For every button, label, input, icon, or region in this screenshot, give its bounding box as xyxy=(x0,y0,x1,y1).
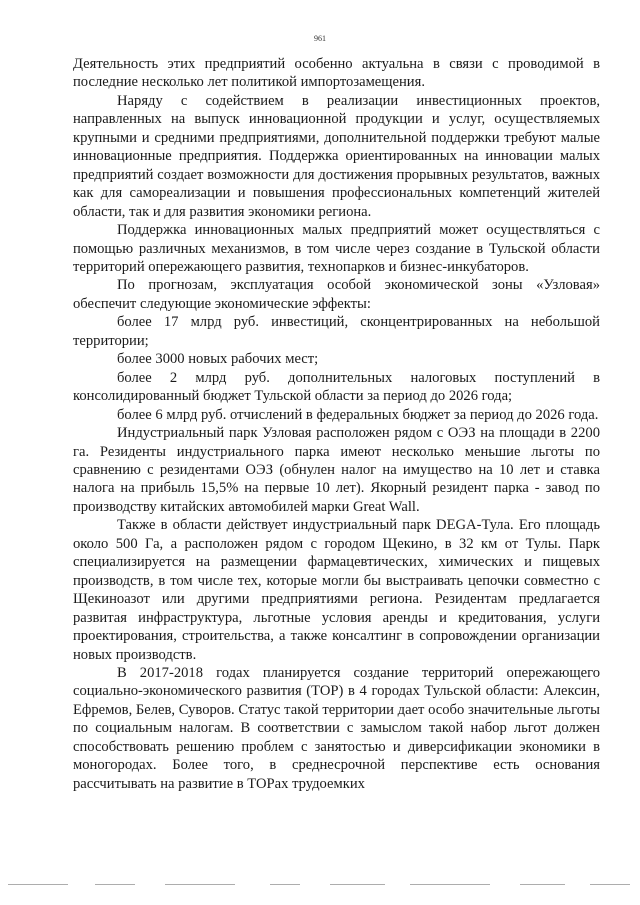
paragraph: Индустриальный парк Узловая расположен рядом с ОЭЗ на площади в 2200 га. Резиденты индустриального парка имеют несколько меньшие льготы по сравнению с резидентами ОЭЗ (обнулен налог на имущество на 10 лет и ставка налога на прибыль 15,5% на первые 10 лет). Якорный резидент парка - завод по производству китайских автомобилей марки Great Wall. xyxy=(73,425,600,515)
paragraph: Деятельность этих предприятий особенно актуальна в связи с проводимой в последние несколько лет политикой импортозамещения. xyxy=(73,56,600,91)
page-number: 961 xyxy=(314,34,326,43)
paragraph: более 3000 новых рабочих мест; xyxy=(117,351,319,368)
document-body xyxy=(73,55,600,793)
paragraph: Также в области действует индустриальный парк DEGA-Тула. Его площадь около 500 Га, а расположен рядом с городом Щекино, в 32 км от Тулы. Парк специализируется на размещении фармацевтических, химических и пищевых производств, в том числе тех, которые могли бы выстраивать цепочки совместно с Щекиноазот или другими предприятиями региона. Резидентам предлагается развитая инфраструктура, льготные условия аренды и кредитования, услуги проектирования, строительства, а также консалтинг в сопровождении организации новых производств. xyxy=(73,517,600,663)
paragraph: более 17 млрд руб. инвестиций, сконцентрированных на небольшой территории; xyxy=(73,314,600,349)
paragraph: По прогнозам, эксплуатация особой экономической зоны «Узловая» обеспечит следующие экономические эффекты: xyxy=(73,277,600,312)
scan-artifact-line xyxy=(0,884,640,890)
paragraph: В 2017-2018 годах планируется создание территорий опережающего социально-экономического развития (ТОР) в 4 городах Тульской области: Алексин, Ефремов, Белев, Суворов. Статус такой территории дает особо значительные льготы по социальным налогам. В соответствии с замыслом такой набор льгот должен способствовать решению проблем с занятостью и диверсификации экономики в моногородах. Более того, в среднесрочной перспективе есть основания рассчитывать на развитие в ТОРах трудоемких xyxy=(73,664,600,792)
paragraph: более 2 млрд руб. дополнительных налоговых поступлений в консолидированный бюджет Тульской области за период до 2026 года; xyxy=(73,369,600,405)
paragraph: Наряду с содействием в реализации инвестиционных проектов, направленных на выпуск инновационной продукции и услуг, осуществляемых крупными и средними предприятиями, дополнительной поддержки требуют малые инновационные предприятия. Поддержка ориентированных на инновации малых предприятий создает возможности для достижения прорывных результатов, важных как для самореализации и повышения профессиональных компетенций жителей области, так и для развития экономики региона. xyxy=(73,92,600,220)
paragraph: Поддержка инновационных малых предприятий может осуществляться с помощью различных механизмов, в том числе через создание в Тульской области территорий опережающего развития, технопарков и бизнес-инкубаторов. xyxy=(73,222,600,275)
paragraph: более 6 млрд руб. отчислений в федеральных бюджет за период до 2026 года. xyxy=(117,406,599,423)
